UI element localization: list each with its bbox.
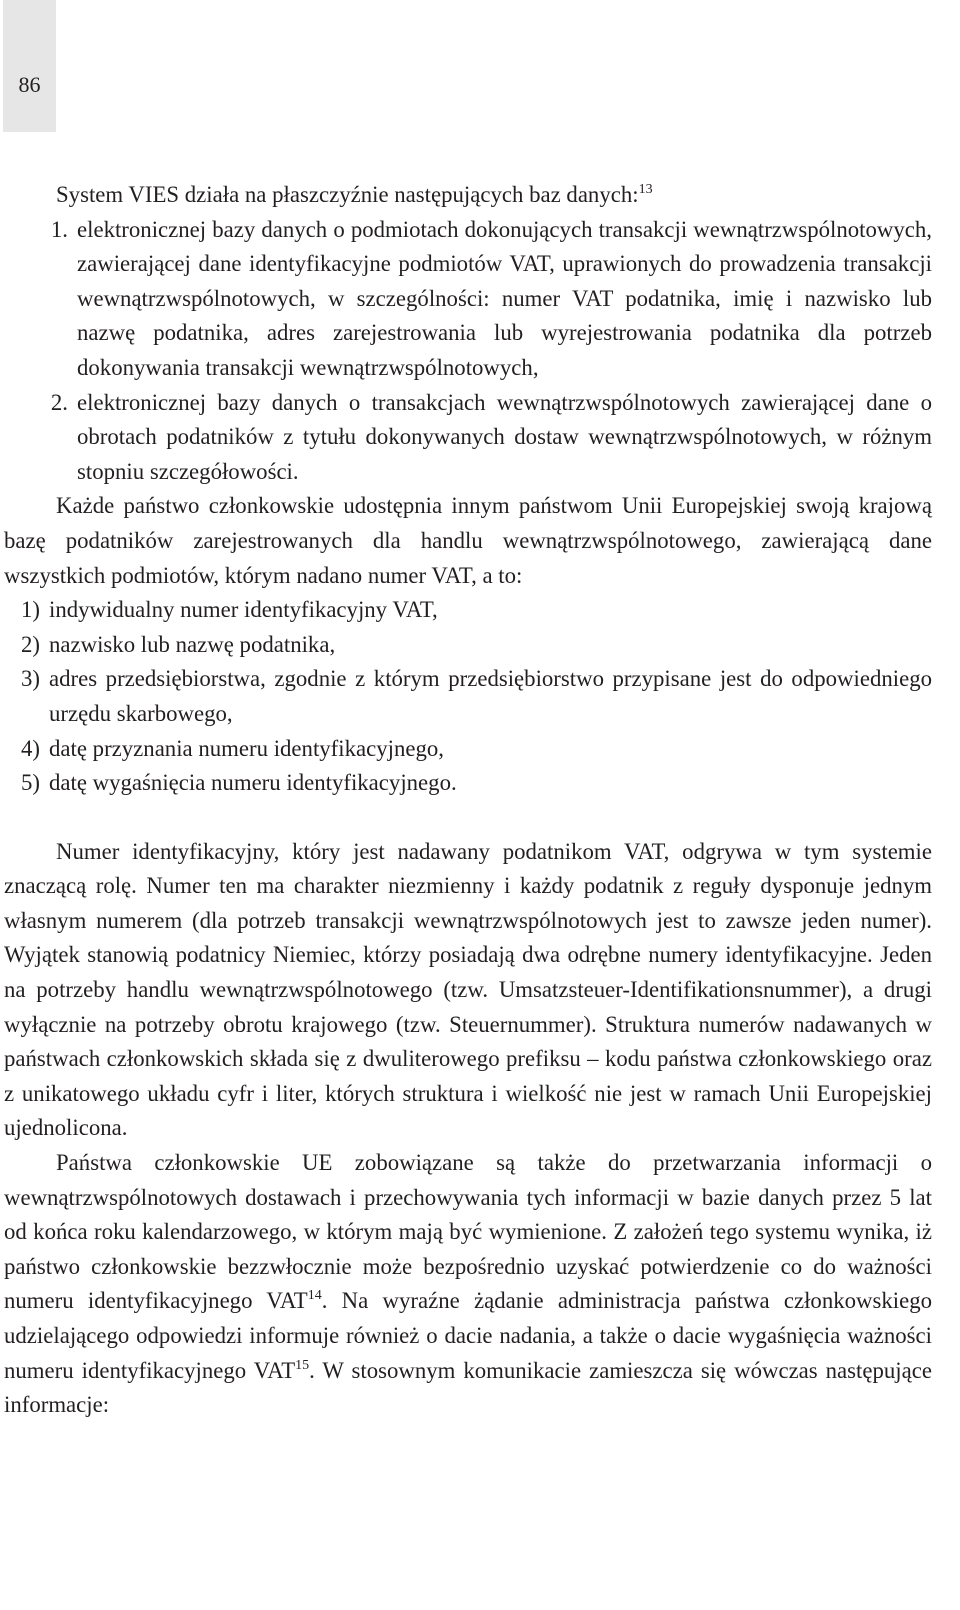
obligations-text-part2: . Na wyraźne żądanie administracja państwa członkowskiego udzielającego odpowiedzi informuje również o dacie nadania, a także o dacie wygaśnięcia ważności numeru identyfikacyjnego VAT (4, 1288, 932, 1383)
list-item-number: 2) (21, 631, 40, 657)
identification-paragraph: Numer identyfikacyjny, który jest nadawany podatnikom VAT, odgrywa w tym systemie znaczącą rolę. Numer ten ma charakter niezmienny i każdy podatnik z reguły dysponuje jednym własnym numerem (dla potrzeb transakcji wewnątrzwspólnotowych jest to zawsze jeden numer). Wyjątek stanowią podatnicy Niemiec, którzy posiadają dwa odrębne numery identyfikacyjne. Jeden na potrzeby handlu wewnątrzwspólnotowego (tzw. Umsatzsteuer-Identifikationsnummer), a drugi wyłącznie na potrzeby obrotu krajowego (tzw. Steuernummer). Struktura numerów nadawanych w państwach członkowskich składa się z dwuliterowego prefiksu – kodu państwa członkowskiego oraz z unikatowego układu cyfr i liter, których struktura i wielkość nie jest w ramach Unii Europejskiej ujednolicona. (4, 838, 932, 1141)
intro-paragraph (4, 178, 932, 213)
footnote-ref-14: 14 (307, 1288, 322, 1304)
list-item (4, 628, 932, 663)
intro-text: System VIES działa na płaszczyźnie następujących baz danych: (56, 182, 639, 207)
list-item-number: 3) (21, 666, 40, 692)
list-item (4, 662, 932, 731)
list-item-text: datę wygaśnięcia numeru identyfikacyjnego. (49, 770, 457, 796)
section-gap (4, 801, 932, 835)
data-items-list (4, 593, 932, 801)
list-item (4, 386, 932, 490)
list-item-number: 1) (21, 597, 40, 623)
obligations-text-part1: Państwa członkowskie UE zobowiązane są także do przetwarzania informacji o wewnątrzwspólnotowych dostawach i przechowywania tych informacji w bazie danych przez 5 lat od końca roku kalendarzowego, w którym mają być wymienione. Z założeń tego systemu wynika, iż państwo członkowskie bezzwłocznie może bezpośrednio uzyskać potwierdzenie co do ważności numeru identyfikacyjnego VAT (4, 1150, 932, 1314)
obligations-paragraph (4, 1146, 932, 1423)
list-item-text: nazwisko lub nazwę podatnika, (49, 631, 336, 657)
list-item (4, 766, 932, 801)
page-number: 86 (18, 72, 41, 97)
member-states-paragraph: Każde państwo członkowskie udostępnia innym państwom Unii Europejskiej swoją krajową bazę podatników zarejestrowanych dla handlu wewnątrzwspólnotowego, zawierającą dane wszystkich podmiotów, którym nadano numer VAT, a to: (4, 493, 932, 588)
list-item-text: elektronicznej bazy danych o podmiotach dokonujących transakcji wewnątrzwspólnotowych, zawierającej dane identyfikacyjne podmiotów VAT, uprawionych do prowadzenia transakcji wewnątrzwspólnotowych, w szczególności: numer VAT podatnika, imię i nazwisko lub nazwę podatnika, adres zarejestrowania lub wyrejestrowania podatnika dla potrzeb dokonywania transakcji wewnątrzwspólnotowych, (77, 216, 932, 380)
list-item (4, 213, 932, 386)
list-item (4, 593, 932, 628)
page-content (4, 178, 932, 1423)
list-item-text: elektronicznej bazy danych o transakcjach wewnątrzwspólnotowych zawierającej dane o obrotach podatników z tytułu dokonywanych dostaw wewnątrzwspólnotowych, w różnym stopniu szczegółowości. (77, 389, 932, 484)
footnote-ref-13: 13 (638, 182, 653, 197)
list-item-number: 4) (21, 735, 40, 761)
list-item-text: datę przyznania numeru identyfikacyjnego, (49, 735, 444, 761)
footnote-ref-15: 15 (295, 1357, 310, 1373)
list-item-number: 5) (21, 770, 40, 796)
list-item-number: 1. (50, 216, 68, 242)
list-item (4, 732, 932, 767)
page-number-tab (3, 0, 56, 132)
list-item-text: adres przedsiębiorstwa, zgodnie z którym przedsiębiorstwo przypisane jest do odpowiedniego urzędu skarbowego, (49, 666, 932, 726)
obligations-text-part3: . W stosownym komunikacie zamieszcza się wówczas następujące informacje: (4, 1357, 932, 1418)
list-item-text: indywidualny numer identyfikacyjny VAT, (49, 597, 438, 623)
database-list (4, 213, 932, 490)
list-item-number: 2. (50, 389, 68, 415)
